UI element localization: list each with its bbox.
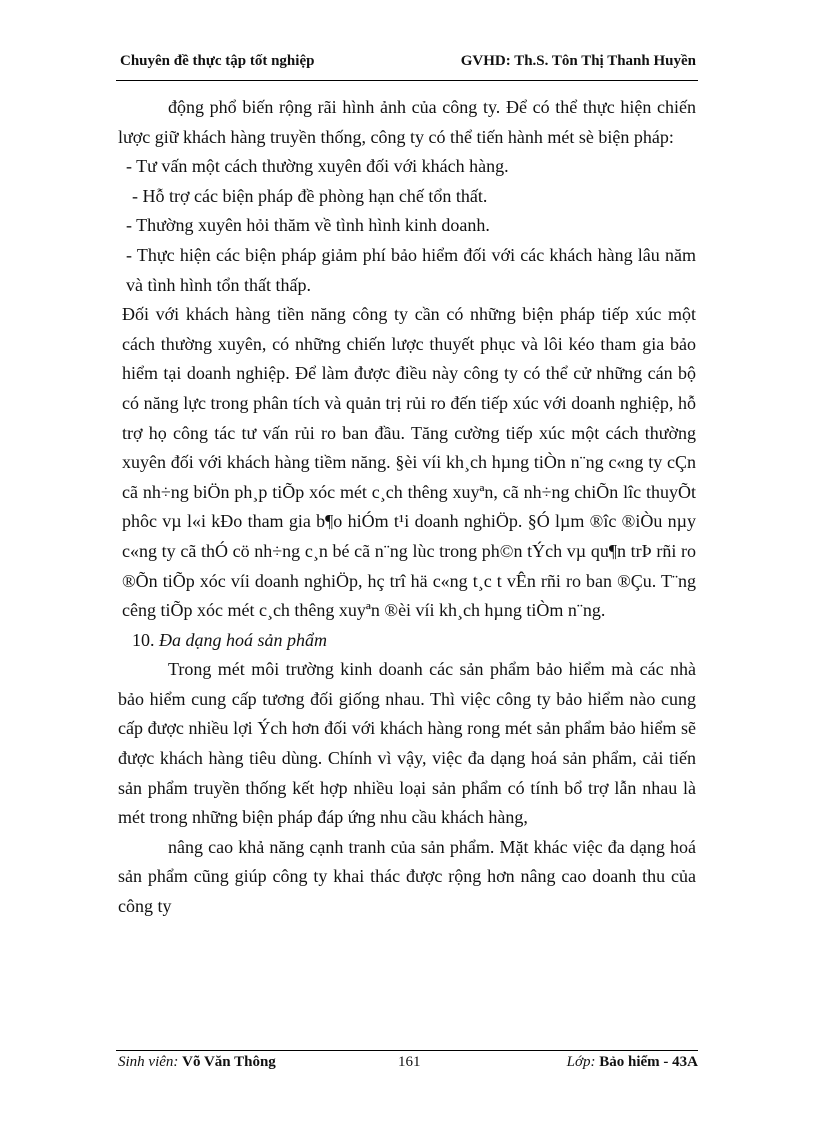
document-body [118,93,696,922]
header-rule [116,80,698,81]
list-item: - Hỗ trợ các biện pháp đề phòng hạn chế tổn thất. [132,185,488,206]
page-footer [118,1054,698,1078]
class-name: Bảo hiểm - 43A [599,1054,698,1070]
section-title: Đa dạng hoá sản phẩm [159,629,328,650]
footer-student [118,1054,276,1071]
student-name: Võ Văn Thông [182,1054,276,1070]
header-right: GVHD: Th.S. Tôn Thị Thanh Huyền [460,53,696,69]
page-number: 161 [398,1054,421,1070]
paragraph: Đối với khách hàng tiền năng công ty cần có những biện pháp tiếp xúc một cách thường xuyên, có những chiến lược thuyết phục và lôi kéo tham gia bảo hiểm tại doanh nghiệp. Để làm được điều này công ty có thể cử những cán bộ có năng lực trong phân tích và quản trị rủi ro đến tiếp xúc với doanh nghiệp, hỗ trợ họ công tác tư vấn rủi ro ban đầu. Tăng cường tiếp xúc một cách thường xuyên đối với khách hàng tiềm năng. §èi víi kh¸ch hµng tiÒn n¨ng c«ng ty cÇn cã nh÷ng biÖn ph¸p tiÕp xóc mét c¸ch thêng xuyªn, cã nh÷ng chiÕn lîc thuyÕt phôc vµ l«i kÐo tham gia b¶o hiÓm t¹i doanh nghiÖp. §Ó lµm ®îc ®iÒu nµy c«ng ty cã thÓ cö nh÷ng c¸n bé cã n¨ng lùc trong ph©n tÝch vµ qu¶n trÞ rñi ro ®Õn tiÕp xóc víi doanh nghiÖp, hç trî hä c«ng t¸c t vÊn rñi ro ban ®Çu. T¨ng cêng tiÕp xóc mét c¸ch thêng xuyªn ®èi víi kh¸ch hµng tiÒm n¨ng. [122,304,696,621]
list-item: - Thực hiện các biện pháp giảm phí bảo hiểm đối với các khách hàng lâu năm và tình hình tổn thất thấp. [126,244,696,295]
paragraph: nâng cao khả năng cạnh tranh của sản phẩm. Mặt khác việc đa dạng hoá sản phẩm cũng giúp công ty khai thác được rộng hơn nâng cao doanh thu của công ty [118,836,696,917]
paragraph: Trong mét môi trường kinh doanh các sản phẩm bảo hiểm mà các nhà bảo hiểm cung cấp tương đối giống nhau. Thì việc công ty bảo hiểm nào cung cấp được nhiều lợi Ých hơn đối với khách hàng rong mét sản phẩm bảo hiểm sẽ được khách hàng tiêu dùng. Chính vì vậy, việc đa dạng hoá sản phẩm, cải tiến sản phẩm truyền thống kết hợp nhiều loại sản phẩm có tính bổ trợ lẫn nhau là mét trong những biện pháp đáp ứng nhu cầu khách hàng, [118,659,696,828]
paragraph: động phổ biến rộng rãi hình ảnh của công ty. Để có thể thực hiện chiến lược giữ khách hàng truyền thống, công ty có thể tiến hành mét sè biện pháp: [118,97,696,147]
page-header [120,50,696,74]
footer-rule [116,1050,698,1051]
class-label: Lớp: [566,1054,596,1070]
student-label: Sinh viên: [118,1054,179,1070]
list-item: - Tư vấn một cách thường xuyên đối với khách hàng. [126,156,509,177]
section-heading [118,626,696,656]
footer-class [567,1054,698,1071]
header-left: Chuyên đề thực tập tốt nghiệp [120,53,315,69]
section-number: 10. [132,629,155,650]
list-item: - Thường xuyên hỏi thăm về tình hình kinh doanh. [126,215,490,236]
